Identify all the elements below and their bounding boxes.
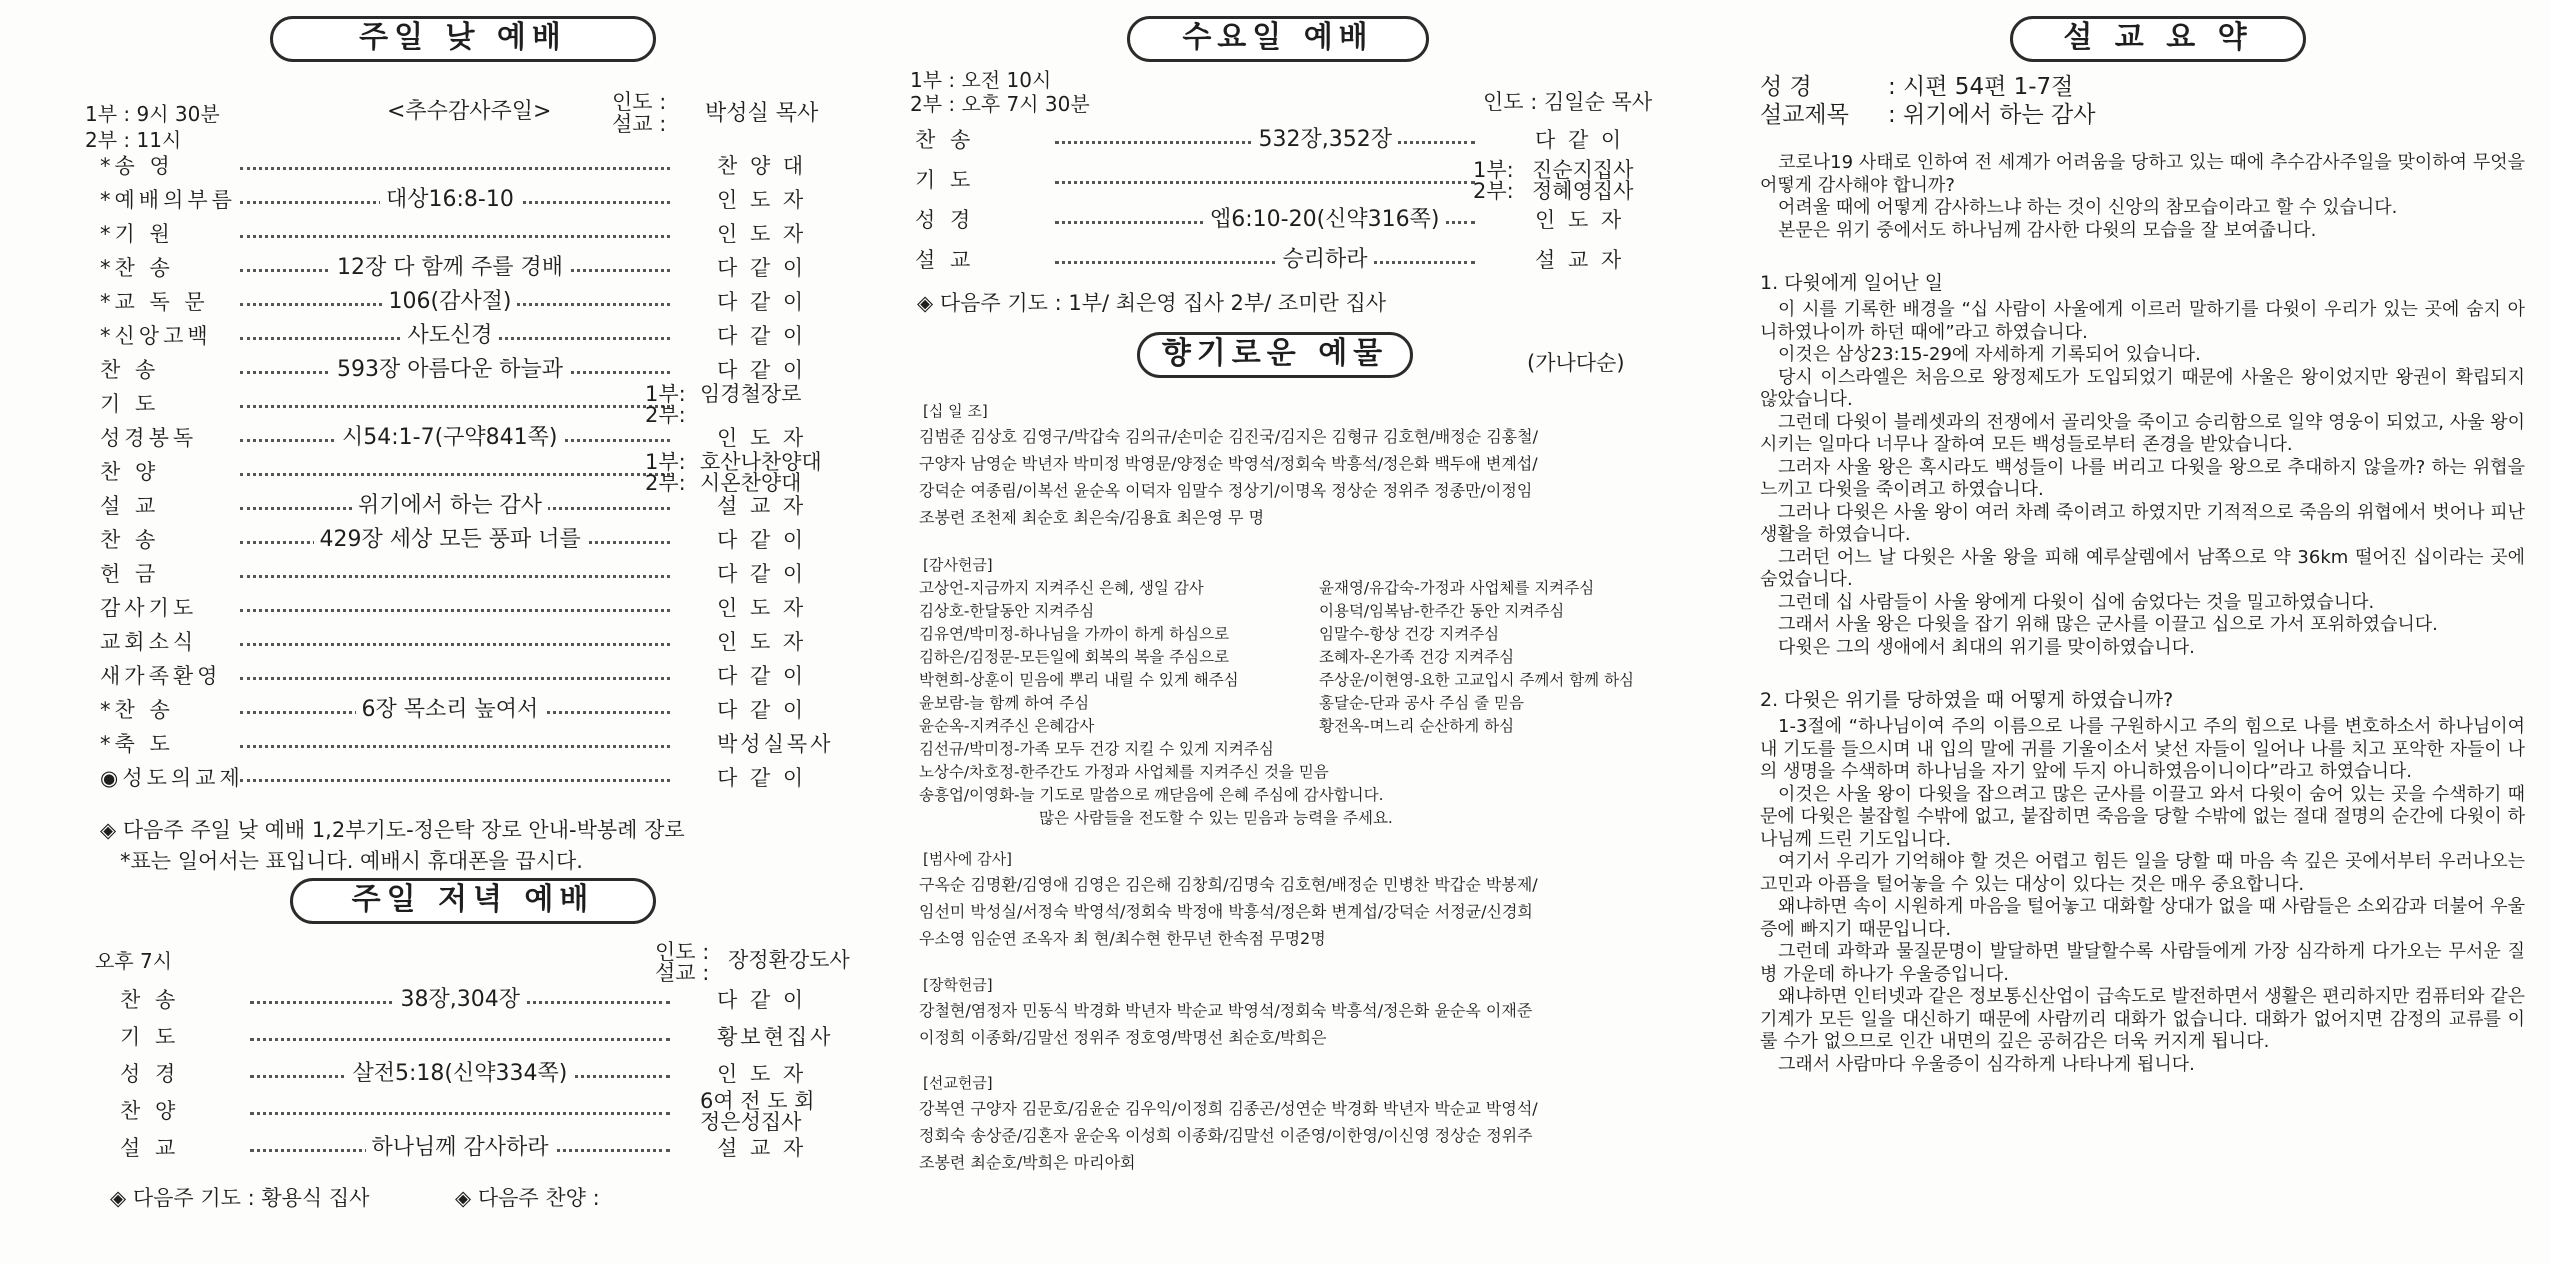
scholarship-line: 강철현/염정자 민동식 박경화 박년자 박순교 박영석/정회숙 박흥석/정은화 윤순옥 이재준 [919,1001,1533,1020]
order-item: 하나님께 감사하라 [366,1130,555,1161]
evening-next-prayer: ◈ 다음주 기도 : 황용식 집사 [110,1186,370,1210]
evening-next-praise: ◈ 다음주 찬양 : [455,1186,600,1210]
order-item: 승리하라 [1277,242,1374,273]
scripture-label: 성 경 [1760,74,1812,100]
next-week-note: ◈ 다음주 주일 낮 예배 1,2부기도-정은탁 장로 안내-박봉례 장로 [100,818,685,842]
order-responsible: 설 교 자 [717,1136,807,1160]
order-item: 살전5:18(신약334쪽) [347,1056,574,1087]
evening-leader-label: 인도 : [655,940,710,964]
order-responsible: 인 도 자 [717,188,807,212]
dotted-leader [240,235,670,238]
offering-note: (가나다순) [1527,351,1625,375]
thanks-title: [감사헌금] [923,556,993,574]
mission-block [919,1072,1709,1176]
wednesday-column [905,0,1675,1264]
order-responsible: 황보현집사 [717,1025,834,1049]
tithe-line: 조봉련 조천제 최순호 최은숙/김용효 최은영 무 명 [919,508,1265,527]
thanks-entry: 윤재영/유갑숙-가정과 사업체를 지켜주심 [1319,579,1595,597]
order-part-label: 1부: [645,450,686,474]
order-label: 설 교 [915,248,975,272]
harvest-line: 임선미 박성실/서정숙 박영석/정회숙 박정애 박흥석/정은화 변계섭/강덕순 서정균/신경희 [919,902,1533,921]
order-responsible: 박성실목사 [717,732,834,756]
dotted-leader [240,779,670,782]
sermon-body [1760,152,2525,1076]
dotted-leader [240,405,670,408]
order-item: 위기에서 하는 감사 [352,488,548,519]
section1-paragraph: 그래서 사울 왕은 다윗을 잡기 위해 많은 군사를 이끌고 십으로 가서 포위하였습니다. [1778,614,2438,635]
order-label: 성경봉독 [100,426,198,450]
order-item: 532장,352장 [1253,122,1398,153]
order-item: 사도신경 [402,318,499,349]
evening-time: 오후 7시 [95,949,173,973]
harvest-block [919,848,1709,952]
order-item: 12장 다 함께 주를 경배 [331,250,569,281]
sermon-title-value: : 위기에서 하는 감사 [1888,102,2096,128]
service-time-2: 2부 : 11시 [85,128,182,152]
leader-label: 인도 : [612,90,667,114]
dotted-leader [240,745,670,748]
order-responsible: 인 도 자 [717,1062,807,1086]
order-item: 38장,304장 [395,982,526,1013]
order-responsible: 인 도 자 [717,596,807,620]
thanks-entry: 임말수-항상 건강 지켜주심 [1319,625,1500,643]
section1-paragraph: 다윗은 그의 생애에서 최대의 위기를 맞이하였습니다. [1778,636,2195,658]
wednesday-service-title: 수요일 예배 [1127,16,1429,62]
order-label: 기 도 [120,1025,180,1049]
thanks-entry: 김하은/김정문-모든일에 회복의 복을 주심으로 [919,648,1230,666]
leader-name: 박성실 목사 [705,101,819,126]
order-responsible: 설 교 자 [1535,248,1625,272]
order-label: 설 교 [120,1136,180,1160]
order-part-label: 2부: [1473,179,1514,203]
section2-paragraph: 여기서 우리가 기억해야 할 것은 어렵고 힘든 일을 당할 때 마음 속 깊은 곳에서부터 우러나오는 고민과 아픔을 털어놓을 수 있는 대상이 있다는 것은 매우 중요합니다. [1760,851,2525,895]
scripture-value: : 시편 54편 1-7절 [1888,74,2074,100]
sermon-intro [1760,152,2525,242]
order-responsible: 인 도 자 [717,426,807,450]
harvest-line: 구옥순 김명환/김영애 김영은 김은해 김창희/김명숙 김호현/배정순 민병찬 박갑순 박봉제/ [919,875,1538,894]
service-time-1: 1부 : 9시 30분 [85,102,220,126]
order-responsible: 다 같 이 [717,562,807,586]
dotted-leader [240,167,670,170]
order-label: 감사기도 [100,596,198,620]
thanks-entry: 윤보람-늘 함께 하여 주심 [919,694,1090,712]
harvest-line: 우소영 임순연 조옥자 최 현/최수현 한무년 한속점 무명2명 [919,929,1326,948]
order-label: 성 경 [120,1062,180,1086]
thanks-entry: 윤순옥-지켜주신 은혜감사 [919,717,1095,735]
wed-time-1: 1부 : 오전 10시 [910,68,1052,92]
order-part-name: 호산나찬양대 [700,450,822,474]
tithe-title: [십 일 조] [923,402,988,420]
order-part-name: 정은성집사 [700,1110,802,1134]
dotted-leader [1055,181,1475,184]
order-label: 성 경 [915,208,975,232]
order-responsible: 인 도 자 [717,222,807,246]
thanks-entry: 황전옥-며느리 순산하게 하심 [1319,717,1515,735]
standing-note: *표는 일어서는 표입니다. 예배시 휴대폰을 끕시다. [120,849,583,873]
section2-body [1760,716,2525,1076]
order-label: *찬 송 [100,256,174,280]
order-responsible: 다 같 이 [717,290,807,314]
wed-time-2: 2부 : 오후 7시 30분 [910,92,1090,116]
order-label: 설 교 [100,494,160,518]
thanks-entry: 김선규/박미정-가족 모두 건강 지킬 수 있게 지켜주심 [919,740,1274,758]
order-responsible: 찬 양 대 [717,154,807,178]
order-label: *예배의부름 [100,188,236,212]
thanks-entry: 많은 사람들을 전도할 수 있는 믿음과 능력을 주세요. [1039,809,1393,827]
order-part-name: 6여 전 도 회 [700,1089,815,1113]
order-part-label: 2부: [645,471,686,495]
thanks-entry: 조혜자-온가족 건강 지켜주심 [1319,648,1515,666]
section2-paragraph: 왜냐하면 인터넷과 같은 정보통신산업이 급속도로 발전하면서 생활은 편리하지만 컴퓨터와 같은 기계가 모든 일을 대신하기 때문에 사람끼리 대화가 없습니다. 대화가 없어지면 감정의 교류를 이룰 수가 없으므로 인간 내면의 깊은 공허감은 더욱 커지게 됩니다. [1760,986,2526,1052]
tithe-line: 강덕순 여종림/이복선 윤순옥 이덕자 임말수 정상기/이명옥 정상순 정위주 정종만/이정임 [919,481,1533,500]
order-label: *기 원 [100,222,174,246]
order-label: *축 도 [100,732,174,756]
order-part-name: 정혜영집사 [1532,179,1634,203]
order-responsible: 다 같 이 [717,988,807,1012]
thanks-entry: 주상운/이현영-요한 고교입시 주께서 함께 하심 [1319,671,1635,689]
order-responsible: 다 같 이 [717,256,807,280]
dotted-leader [250,1038,670,1041]
section2-paragraph: 그래서 사람마다 우울증이 심각하게 나타나게 됩니다. [1778,1053,2195,1075]
section1-paragraph: 그러던 어느 날 다윗은 사울 왕을 피해 예루살렘에서 남쪽으로 약 36km 떨어진 십이라는 곳에 숨었습니다. [1760,546,2525,590]
thanks-right-list [1319,577,1634,738]
dotted-leader [250,1112,670,1115]
order-item: 시54:1-7(구약841쪽) [336,420,564,451]
order-item: 593장 아름다운 하늘과 [331,352,569,383]
order-label: 찬 송 [100,358,160,382]
section2-paragraph: 이것은 사울 왕이 다윗을 잡으려고 많은 군사를 이끌고 와서 다윗이 숨어 있는 곳을 수색하기 때문에 다윗은 불잡힐 수밖에 없고, 붙잡히면 죽음을 당할 수밖에 없는 절대 절명의 순간에 다윗이 하나님께 드린 기도입니다. [1760,783,2525,850]
order-responsible: 다 같 이 [717,664,807,688]
order-responsible: 다 같 이 [717,324,807,348]
section1-paragraph: 그런데 십 사람들이 사울 왕에게 다윗이 십에 숨었다는 것을 밀고하였습니다. [1778,591,2375,613]
section2-paragraph: 1-3절에 “하나님이여 주의 이름으로 나를 구원하시고 주의 힘으로 나를 변호하소서 하나님이여 내 기도를 들으시며 내 입의 말에 귀를 기울이소서 낯선 자들이 일어나 나를 치고 포악한 자들이 나의 생명을 수색하며 하나님을 자기 앞에 두지 아니하였음이니이다”라고 하였습니다. [1760,716,2525,782]
order-label: *교 독 문 [100,290,209,314]
order-label: 찬 양 [100,460,160,484]
mission-line: 조봉련 최순호/박희은 마리아회 [919,1153,1136,1172]
evening-sermon-label: 설교 : [655,961,710,985]
evening-service-title: 주일 저녁 예배 [290,878,656,924]
intro-paragraph: 본문은 위기 중에서도 하나님께 감사한 다윗의 모습을 잘 보여줍니다. [1778,219,2317,241]
order-item: 엡6:10-20(신약316쪽) [1204,202,1446,233]
sermon-summary-title: 설 교 요 약 [2010,16,2306,62]
offering-title: 향기로운 예물 [1137,332,1413,378]
order-item: 대상16:8-10 [380,182,520,213]
order-label: *찬 송 [100,698,174,722]
wed-leader: 인도 : 김일순 목사 [1483,90,1653,114]
order-responsible: 다 같 이 [717,358,807,382]
sermon-summary-column [1755,0,2530,1264]
order-part-name: 진순지집사 [1532,158,1634,182]
section1-paragraph: 그러자 사울 왕은 혹시라도 백성들이 나를 버리고 다윗을 왕으로 추대하지 않을까? 하는 위협을 느끼고 다윗을 죽이려고 하였습니다. [1760,456,2525,500]
order-responsible: 인 도 자 [1535,208,1625,232]
sermon-title-label: 설교제목 [1760,102,1849,128]
mission-line: 정회숙 송상준/김혼자 윤순옥 이성희 이종화/김말선 이준영/이한영/이신영 정상순 정위주 [919,1126,1533,1145]
evening-leader-name: 장정환강도사 [728,948,850,972]
intro-paragraph: 어려울 때에 어떻게 감사하느냐 하는 것이 신앙의 참모습이라고 할 수 있습니다. [1778,197,2398,218]
order-responsible: 다 같 이 [1535,128,1625,152]
tithe-block [919,400,1709,531]
section1-paragraph: 이 시를 기록한 배경을 “십 사람이 사울에게 이르러 말하기를 다윗이 우리가 있는 곳에 숨지 아니하였나이까 하던 때에”라고 하였습니다. [1760,299,2525,343]
harvest-title: [범사에 감사] [923,850,1012,868]
section1-paragraph: 그러나 다윗은 사울 왕이 여러 차례 죽이려고 하였지만 기적적으로 죽음의 위협에서 벗어나 피난생활을 하였습니다. [1760,501,2525,545]
order-label: 찬 양 [120,1099,180,1123]
thanks-entry: 홍달순-단과 공사 주심 줄 믿음 [1319,694,1524,712]
tithe-line: 김범준 김상호 김영구/박갑숙 김의규/손미순 김진국/김지은 김형규 김호현/배정순 김홍철/ [919,427,1538,446]
thanks-entry: 박현희-상훈이 믿음에 뿌리 내릴 수 있게 해주심 [919,671,1239,689]
thanks-entry: 노상수/차호정-한주간도 가정과 사업체를 지켜주신 것을 믿음 [919,763,1329,781]
order-label: 교회소식 [100,630,198,654]
mission-title: [선교헌금] [923,1074,993,1092]
order-label: 헌 금 [100,562,160,586]
order-label: 새가족환영 [100,664,222,688]
wed-next-prayer: ◈ 다음주 기도 : 1부/ 최은영 집사 2부/ 조미란 집사 [917,291,1387,315]
section1-paragraph: 그런데 다윗이 블레셋과의 전쟁에서 골리앗을 죽이고 승리함으로 일약 영웅이 되었고, 사울 왕이 시키는 일마다 너무나 잘하여 모든 백성들로부터 존경을 받았습니다. [1760,411,2525,455]
order-label: *송 영 [100,154,174,178]
order-item: 6장 목소리 높여서 [356,692,545,723]
order-responsible: 다 같 이 [717,698,807,722]
order-responsible: 인 도 자 [717,630,807,654]
sunday-service-title: 주일 낮 예배 [270,16,656,62]
order-label: 찬 송 [100,528,160,552]
dotted-leader [240,643,670,646]
order-item: 429장 세상 모든 풍파 너를 [314,522,587,553]
order-label: 기 도 [915,168,975,192]
section2-paragraph: 왜냐하면 속이 시원하게 마음을 털어놓고 대화할 상대가 없을 때 사람들은 소외감과 더불어 우울증에 빠지기 때문입니다. [1760,896,2525,940]
service-theme: <추수감사주일> [387,99,552,124]
thanks-entry: 김상호-한달동안 지켜주심 [919,602,1095,620]
order-responsible: 설 교 자 [717,494,807,518]
order-part-label: 1부: [645,382,686,406]
section2-heading: 2. 다윗은 위기를 당하였을 때 어떻게 하였습니까? [1760,689,2174,711]
dotted-leader [240,677,670,680]
section1-heading: 1. 다윗에게 일어난 일 [1760,272,1944,294]
order-responsible: 다 같 이 [717,766,807,790]
tithe-line: 구양자 남영순 박년자 박미정 박영문/양정순 박영석/정회숙 박흥석/정은화 백두애 변계섭/ [919,454,1538,473]
section2-paragraph: 그런데 과학과 물질문명이 발달하면 발달할수록 사람들에게 가장 심각하게 다가오는 무서운 질병 가운데 하나가 우울증입니다. [1760,941,2525,985]
intro-paragraph: 코로나19 사태로 인하여 전 세계가 어려움을 당하고 있는 때에 추수감사주일을 맞이하여 무엇을 어떻게 감사해야 합니까? [1760,152,2525,196]
thanks-entry: 김유연/박미정-하나님을 가까이 하게 하심으로 [919,625,1230,643]
sermon-label: 설교 : [612,112,667,136]
order-part-name: 시온찬양대 [700,471,802,495]
order-label: ◉성도의교제 [100,766,244,790]
thanks-entry: 이용덕/임복남-한주간 동안 지켜주심 [1319,602,1565,620]
section1-paragraph: 당시 이스라엘은 처음으로 왕정제도가 도입되었기 때문에 사울은 왕이었지만 왕권이 확립되지 않았습니다. [1760,366,2525,410]
scholarship-line: 이정희 이종화/김말선 정위주 정호영/박명선 최순호/박희은 [919,1028,1327,1047]
order-part-name: 임경철장로 [700,382,802,406]
order-part-label: 2부: [645,403,686,427]
thanks-block [919,554,1709,847]
scholarship-title: [장학헌금] [923,976,993,994]
order-item: 106(감사절) [383,284,518,315]
thanks-entry: 고상언-지금까지 지켜주신 은혜, 생일 감사 [919,579,1204,597]
order-responsible: 다 같 이 [717,528,807,552]
section1-paragraph: 이것은 삼상23:15-29에 자세하게 기록되어 있습니다. [1778,344,2201,365]
section1-body [1760,299,2525,659]
thanks-entry: 송흥업/이영화-늘 기도로 말씀으로 깨닫음에 은혜 주심에 감사합니다. [919,786,1384,804]
dotted-leader [240,575,670,578]
scholarship-block [919,974,1709,1051]
dotted-leader [240,473,670,476]
sunday-service-column [80,0,850,1264]
order-part-label: 1부: [1473,158,1514,182]
order-label: 찬 송 [915,128,975,152]
dotted-leader [1055,261,1475,264]
order-label: *신앙고백 [100,324,212,348]
mission-line: 강복연 구양자 김문호/김윤순 김우익/이정희 김종곤/성연순 박경화 박년자 박순교 박영석/ [919,1099,1538,1118]
dotted-leader [240,609,670,612]
order-label: 기 도 [100,392,160,416]
order-label: 찬 송 [120,988,180,1012]
